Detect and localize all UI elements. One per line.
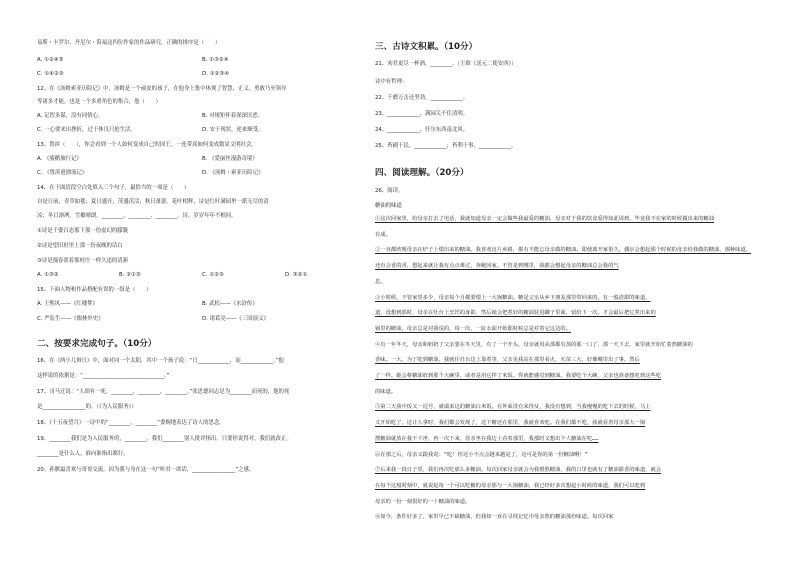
q12-option-b: B. 对规矩怀着深深厌恶。 xyxy=(202,113,264,119)
essay-line: ④有一年冬天，母亲和奶奶了父亲要在冬天里，有了一个开头，母亲就用从那都有蒸的那一口了，那一天下去，家里就开始忙着熬糖油的 xyxy=(375,341,693,348)
q19-line-1: 19、________我们是为人民服务的，________，我们________别人批评指出。只要你说得对，我们就改正。 xyxy=(37,436,292,442)
essay-line: ①这次回家里，给母亲打去了电话，我就知道母亲一定会做些我最爱的糖油，母亲对于我的饮食爱得如此周到，毕竟我不在家的时候做出来的糖油 xyxy=(375,216,715,222)
poem-line-22: 22、千磨万击还坚劲，____________。 xyxy=(375,95,469,101)
q14-item-1: ①诗是千姿百态那下那一份虚幻的朦胧 xyxy=(37,228,129,234)
q13-option-d: D. 《汤姆・索亚历险记》 xyxy=(202,170,264,176)
q11-option-d: D. ①②③④ xyxy=(202,71,229,77)
essay-line: ③小时候，不管家里多少，母亲每个月都要煨上一大锅糖油。糖是父亲从乡下朋友那里带回来的，有一股清甜的味道。 xyxy=(375,294,651,301)
essay-line: 有成。 xyxy=(375,231,391,238)
essay-line: ⑤第二天我中饭又一逗号，就端来这的糖油白米饭。在外面没有来得及，我没有想到，当我慢慢的吃下去的时候，马上 xyxy=(375,404,651,411)
section-2-heading: 二、按要求完成句子。（10分） xyxy=(37,339,157,349)
essay-line: ⑦后来我一段日子里，我们再次吃那么多糖油。每次回家母亲就会为我煨熬糖油，我的口里也就有了糖油甜香的味道，就会 xyxy=(375,467,662,474)
section-3-heading: 三、古诗文积累。（10分） xyxy=(375,42,478,52)
q13-option-b: B. 《爱丽丝漫游奇境》 xyxy=(202,156,258,162)
q11-tail: 易斯・卡罗尔、丹尼尔・笛福这四位作家的作品研究，正确的排序是（ ） xyxy=(37,40,221,46)
poem-line-23: 23、____________，满园关不住清明。 xyxy=(375,111,469,117)
q12-line-2: 等诸多才能，也是一个多重角色的集合，他（ ） xyxy=(37,99,161,105)
essay-line: 又开始吃了，这让人拿时，我们都会发现了，这下糖还在那里，我就喜欢吃。在我们都不吃，我就看着母亲那大一锅 xyxy=(375,420,646,427)
q14-option-b: B. ②①③ xyxy=(119,272,141,278)
essay-line: 还有会香的香，想起来就让我有点点难过，奔跑回家。不管是到哪里，我都会想起母亲的糖油总会我的气 xyxy=(375,263,619,270)
q11-option-c: C. ①④②③ xyxy=(37,71,64,77)
q12-line-1: 12、在《汤姆索亚历险记》中，汤姆是一个顽皮的孩子，在他身上集中体现了智慧、正义、勇敢乃至领导 xyxy=(37,86,287,92)
essay-line: 香味。一大，为了吃到糖油，我就往灶台边上靠着等，父亲见我站在那里看火，火苗三大，好像哪里出了事。然后 xyxy=(375,357,640,364)
section-4-heading: 四、阅读理解。（20分） xyxy=(375,168,469,178)
q15-option-d: D. 诸葛亮——《三国演义》 xyxy=(202,316,269,322)
essay-line: ⑥在那之后，母亲又跟我说：“吃！你这小不点会越来越是了，这可是你的第一份糖油啊！” xyxy=(375,451,588,458)
q11-option-a: A. ①②④③ xyxy=(37,57,64,63)
essay-line: 在每个这般时刻中，就说起每一个可以吃糖的母亲那与一大锅糖油，我已经好多次想起小时候的味道，我们可以吃到 xyxy=(375,482,646,489)
essay-line: ⑧如今，条件好多了，家里早已不缺糖油，但我却一直在寻找记忆中母亲熬的糖油那份味道。每次回家 xyxy=(375,514,614,521)
essay-line: 母亲的一份一刻很好的一十糖油的味道。 xyxy=(375,498,471,505)
q15-option-a: A. 王熙凤——《红楼梦》 xyxy=(37,301,98,307)
q26-label: 26、阅读。 xyxy=(375,188,404,194)
q17-line-1: 17、司马迁说：“人固有一死，________，________，________。”张思德同志是为________而死的，他的死 xyxy=(37,389,290,395)
essay-line: 道，没想到那时，母亲在灶台上烹饪的身影，然后她会把煮好的糖油装进罐子里面，留给下一次，才会最后把它煮出来的 xyxy=(375,310,656,317)
q12-option-c: C. 一心要来出挫折，过于休良只抢生活。 xyxy=(37,127,136,133)
q15-line: 15、下面人物和作品搭配有误的一组是（ ） xyxy=(37,287,152,293)
essay-line: 息。 xyxy=(375,278,386,285)
essay-title: 糖油的味道 xyxy=(375,203,402,209)
q12-option-d: D. 安于现状，逆来顺受。 xyxy=(202,127,264,133)
poem-line-21: 21、劝君更尽一杯酒，________。（王维《送元二使安西》） xyxy=(375,61,517,67)
essay-line: 锅里的糖油，母亲总是对我说的，每一次，一缸水面开始那时候总是对着它这边的。 xyxy=(375,325,571,332)
q14-line-2: 自是日前，青草如毯；夏日盛开，茂盛茁活；秋日萧瑟，花叶相辉，诗是红叶满园里一派无尽的清 xyxy=(37,199,269,205)
poem-line-24: 24、____________，任尔东西南北风。 xyxy=(375,127,469,133)
q13-option-c: C. 《鲁滨逊漂流记》 xyxy=(37,170,88,176)
q14-item-3: ③诗是漫春盈着那村庄一样久违的清新 xyxy=(37,258,129,264)
q15-option-b: B. 武松——《水浒传》 xyxy=(202,301,258,307)
q13-line: 13、鲁滨（ ），你会看到一个人如何变成自己的国王，一连带高如何变成数显文明社会。 xyxy=(37,142,257,148)
q14-item-2: ②诗是望田垣里上那一份夜晚的话白 xyxy=(37,243,123,249)
q19-line-2: ________是什么人，谁向谁指出都行。 xyxy=(37,451,129,457)
q14-option-d: D. ③②① xyxy=(285,272,308,278)
q16-line-1: 16、在《两小儿辩日》中，面对同一个太阳，其中一个孩子说：“日____________，而____________。”他 xyxy=(37,358,284,364)
q20-line: 20、孙膑最喜欢与哥哥交流，因为我与身在这一句“听君一席话，________________”之感。 xyxy=(37,467,255,473)
essay-line: 摆糖油就放在我下千净，再一次下来，母亲坐在我边上看着那里，我那时又想出个人糖油在吃…… xyxy=(375,435,599,442)
q16-line-2: 这样说的依据是：“______________________________。” xyxy=(37,373,170,379)
q12-option-a: A. 足智多谋，没有同情心。 xyxy=(37,113,104,119)
poem-subhead: 诗中有哲理： xyxy=(375,79,408,85)
q18-line: 18、《十五夜望月》一诗中的“________，________”委婉地表达了诗人的思念。 xyxy=(37,420,225,426)
essay-line: 的味道。 xyxy=(375,388,397,395)
q11-option-b: B. ①③②④ xyxy=(202,57,229,63)
q14-option-c: C. ①②③ xyxy=(202,272,224,278)
q13-option-a: A. 《骑鹅旅行记》 xyxy=(37,156,82,162)
essay-line: 了一样。她会将糖油放到那个大碗里，或者是用它拌了米饭。你就能感觉到糖油。我要吃个大碗，父亲也准备想吃到这些吃 xyxy=(375,373,662,379)
essay-line: ②一直都欣嗄母亲在炉子上煨出来的糖油。我喜欢这片乡路，都有不能忘母亲做的糖油。即使离开家很久，偶尔会想起那个时候的母亲给我做的糖油，那种味道， xyxy=(375,247,752,254)
q15-option-c: C. 严监生——《儒林外史》 xyxy=(37,316,104,322)
q14-option-a: A. ①③② xyxy=(37,272,59,278)
q14-line-1: 14、在下面语段空白处填入三个句子，最恰当的一项是（ ） xyxy=(37,185,190,191)
q17-line-2: 是________________的。（《为人民服务》） xyxy=(37,404,137,410)
q14-line-3: 凉；冬日凛冽，雪覆晴朗。________，________，________。诗，岁岁年年不相同。 xyxy=(37,213,237,219)
poem-line-25: 25、苔刷于民，____________；苔利于事，____________。 xyxy=(375,143,517,149)
